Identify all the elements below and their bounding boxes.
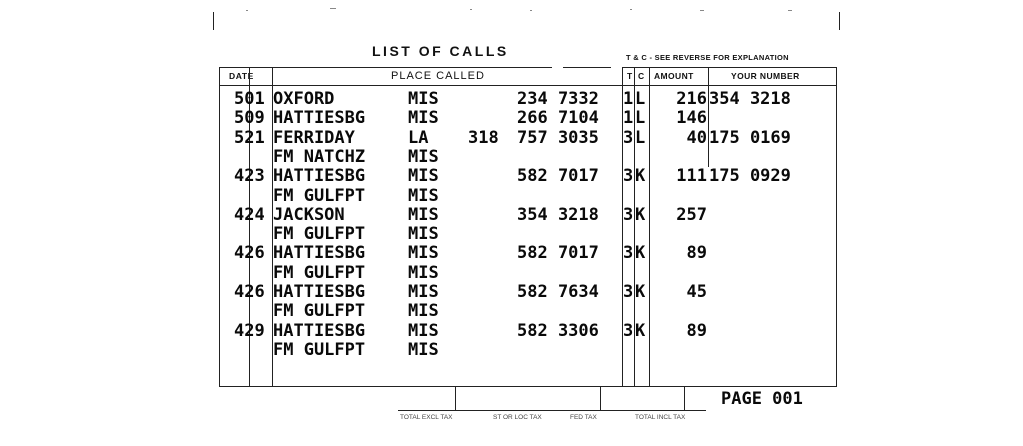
- column-header-amount: AMOUNT: [654, 71, 694, 81]
- row-state: MIS: [408, 282, 439, 302]
- total-box-divider-1: [455, 386, 456, 410]
- row-c: K: [635, 282, 646, 302]
- row-place: FM GULFPT: [273, 339, 366, 360]
- row-number: 354 3218: [517, 204, 599, 225]
- row-date: 509: [234, 108, 265, 129]
- row-number: 757 3035: [517, 127, 599, 148]
- row-t: 3: [623, 166, 634, 187]
- table-left-border: [219, 67, 220, 386]
- row-amount: 257: [676, 204, 707, 225]
- row-state: MIS: [408, 262, 439, 283]
- total-box-divider-2: [600, 386, 601, 410]
- row-place: FM GULFPT: [273, 262, 366, 283]
- amount-divider-left: [649, 67, 650, 386]
- row-t: 1: [623, 89, 634, 109]
- row-your-number: 175 0169: [709, 127, 791, 148]
- row-t: 3: [623, 320, 634, 341]
- row-t: 3: [623, 204, 634, 225]
- row-your-number: 175 0929: [709, 166, 791, 187]
- total-box-bottom: [398, 410, 706, 411]
- column-header-place-called: PLACE CALLED: [391, 70, 485, 82]
- row-amount: 45: [686, 282, 707, 302]
- column-header-your-number: YOUR NUMBER: [731, 71, 800, 81]
- row-amount: 40: [686, 127, 707, 148]
- row-number: 266 7104: [517, 108, 599, 129]
- row-number: 582 3306: [517, 320, 599, 341]
- amount-divider-right: [708, 67, 709, 167]
- row-state: MIS: [408, 146, 439, 167]
- row-t: 3: [623, 127, 634, 148]
- row-area-code: 318: [468, 127, 499, 148]
- row-state: MIS: [408, 320, 439, 341]
- row-state: MIS: [408, 339, 439, 360]
- row-state: MIS: [408, 89, 439, 109]
- row-c: L: [635, 89, 646, 109]
- row-state: MIS: [408, 108, 439, 129]
- row-c: L: [635, 108, 646, 129]
- row-date: 501: [234, 89, 265, 109]
- row-place: JACKSON: [273, 204, 345, 225]
- row-place: FM GULFPT: [273, 224, 366, 245]
- row-state: LA: [408, 127, 429, 148]
- row-number: 582 7017: [517, 166, 599, 187]
- page-number: PAGE 001: [721, 389, 803, 409]
- row-c: K: [635, 166, 646, 187]
- column-header-c: C: [638, 71, 645, 81]
- header-top-rule-left: [219, 67, 552, 68]
- left-margin-mark: [213, 12, 214, 30]
- row-number: 234 7332: [517, 89, 599, 109]
- row-c: K: [635, 243, 646, 264]
- row-amount: 146: [676, 108, 707, 129]
- row-number: 582 7017: [517, 243, 599, 264]
- row-amount: 89: [686, 320, 707, 341]
- row-state: MIS: [408, 301, 439, 322]
- row-date: 426: [234, 282, 265, 302]
- row-t: 3: [623, 282, 634, 302]
- row-place: FM GULFPT: [273, 301, 366, 322]
- row-state: MIS: [408, 204, 439, 225]
- explanation-note: T & C - SEE REVERSE FOR EXPLANATION: [626, 53, 789, 62]
- footer-st-or-loc-tax: ST OR LOC TAX: [493, 414, 542, 421]
- row-your-number: 354 3218: [709, 89, 791, 109]
- row-place: HATTIESBG: [273, 320, 366, 341]
- row-place: FM GULFPT: [273, 185, 366, 206]
- row-c: K: [635, 204, 646, 225]
- table-right-border: [836, 67, 837, 386]
- row-date: 521: [234, 127, 265, 148]
- row-place: OXFORD: [273, 89, 335, 109]
- row-c: K: [635, 320, 646, 341]
- row-amount: 111: [676, 166, 707, 187]
- row-place: FERRIDAY: [273, 127, 355, 148]
- footer-total-excl-tax: TOTAL EXCL TAX: [400, 414, 453, 421]
- row-date: 423: [234, 166, 265, 187]
- column-header-date: DATE: [229, 71, 254, 81]
- table-bottom-border: [219, 386, 837, 387]
- row-state: MIS: [408, 224, 439, 245]
- row-date: 424: [234, 204, 265, 225]
- header-bottom-rule: [219, 85, 836, 86]
- row-place: HATTIESBG: [273, 243, 366, 264]
- row-state: MIS: [408, 185, 439, 206]
- row-state: MIS: [408, 243, 439, 264]
- row-c: L: [635, 127, 646, 148]
- footer-total-incl-tax: TOTAL INCL TAX: [635, 414, 686, 421]
- row-amount: 216: [676, 89, 707, 109]
- row-number: 582 7634: [517, 282, 599, 302]
- footer-fed-tax: FED TAX: [570, 414, 597, 421]
- header-top-rule-right: [622, 67, 836, 68]
- right-margin-mark: [839, 12, 840, 30]
- row-amount: 89: [686, 243, 707, 264]
- row-t: 3: [623, 243, 634, 264]
- form-title: LIST OF CALLS: [372, 43, 509, 59]
- row-place: HATTIESBG: [273, 166, 366, 187]
- column-header-t: T: [627, 71, 633, 81]
- row-date: 426: [234, 243, 265, 264]
- row-place: FM NATCHZ: [273, 146, 366, 167]
- row-state: MIS: [408, 166, 439, 187]
- total-box-divider-3: [684, 386, 685, 410]
- row-t: 1: [623, 108, 634, 129]
- row-place: HATTIESBG: [273, 108, 366, 129]
- row-place: HATTIESBG: [273, 282, 366, 302]
- row-date: 429: [234, 320, 265, 341]
- header-top-rule-mid: [563, 67, 611, 68]
